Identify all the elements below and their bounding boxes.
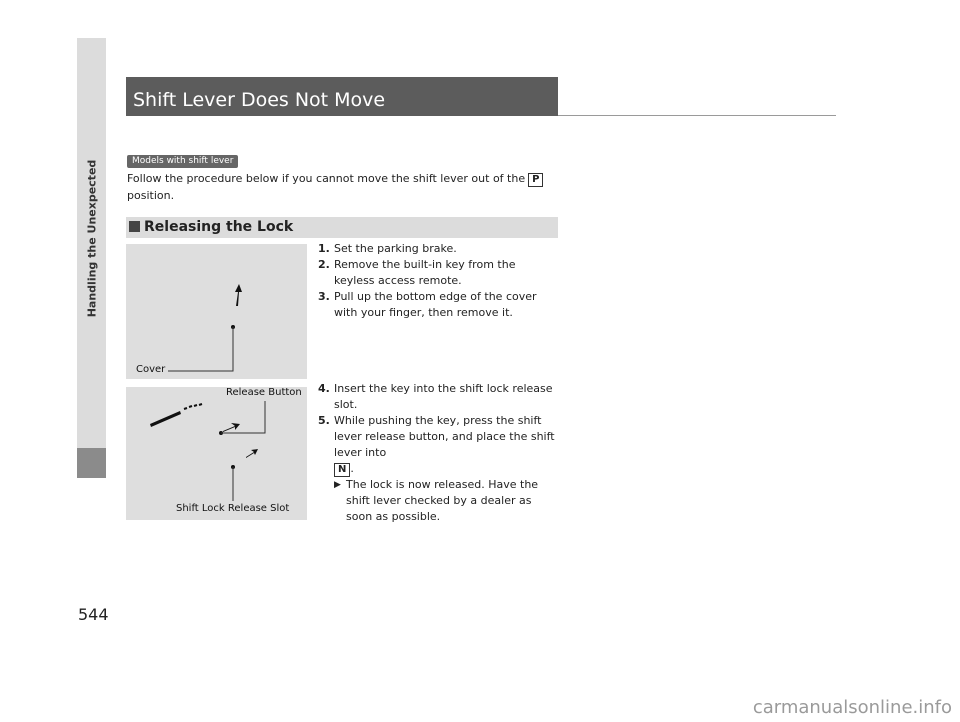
button-leader-line — [221, 401, 265, 433]
step-number: 3. — [318, 290, 330, 303]
steps-list-2 — [318, 381, 558, 525]
cover-illustration — [126, 244, 307, 379]
arrow-right-icon: ▶ — [334, 480, 341, 490]
n-key-icon: N — [334, 463, 350, 477]
step-text — [334, 413, 558, 477]
release-illustration — [126, 387, 307, 520]
cover-label: Cover — [136, 364, 166, 375]
page-title: Shift Lever Does Not Move — [126, 77, 558, 116]
square-bullet-icon — [129, 221, 140, 232]
steps-list-1 — [318, 241, 558, 321]
step-item — [318, 257, 558, 289]
sidebar-label — [77, 38, 106, 438]
release-button-label: Release Button — [226, 387, 302, 398]
step-item — [318, 381, 558, 413]
model-badge: Models with shift lever — [127, 155, 238, 168]
step-text: Remove the built-in key from the keyless access remote. — [334, 258, 516, 287]
lever-tip-shape — [235, 284, 242, 306]
sidebar-label-text: Handling the Unexpected — [85, 159, 98, 317]
section-heading — [126, 217, 558, 238]
step-text: Pull up the bottom edge of the cover with your finger, then remove it. — [334, 290, 537, 319]
step-5-text: While pushing the key, press the shift lever release button, and place the shift lever into — [334, 414, 555, 459]
button-arrow-shape — [223, 423, 240, 432]
step-5-suffix: . — [350, 462, 354, 475]
page-number: 544 — [78, 605, 109, 624]
cover-leader-line — [168, 327, 233, 371]
dash-marks — [184, 404, 202, 409]
sidebar-tab — [77, 448, 106, 478]
intro-text: Follow the procedure below if you cannot move the shift lever out of the — [127, 172, 526, 185]
step-number: 5. — [318, 414, 330, 427]
step-number: 1. — [318, 242, 330, 255]
note-text: The lock is now released. Have the shift lever checked by a dealer as soon as possible. — [346, 478, 539, 523]
title-rule — [558, 115, 836, 116]
step-text: Set the parking brake. — [334, 242, 457, 255]
intro-suffix: position. — [127, 189, 175, 202]
note-item — [334, 477, 558, 525]
watermark: carmanualsonline.info — [752, 697, 952, 718]
p-key-icon: P — [528, 173, 543, 187]
figure-cover — [126, 244, 307, 379]
slot-arrow-shape — [246, 449, 258, 458]
step-number: 4. — [318, 382, 330, 395]
section-title: Releasing the Lock — [144, 219, 294, 235]
intro-paragraph — [127, 170, 547, 204]
step-item — [318, 289, 558, 321]
step-number: 2. — [318, 258, 330, 271]
step-text: Insert the key into the shift lock release slot. — [334, 382, 553, 411]
step-item — [318, 413, 558, 477]
arrow-shaft-shape — [150, 411, 181, 427]
figure-release — [126, 387, 307, 520]
step-item — [318, 241, 558, 257]
slot-label: Shift Lock Release Slot — [176, 503, 290, 514]
